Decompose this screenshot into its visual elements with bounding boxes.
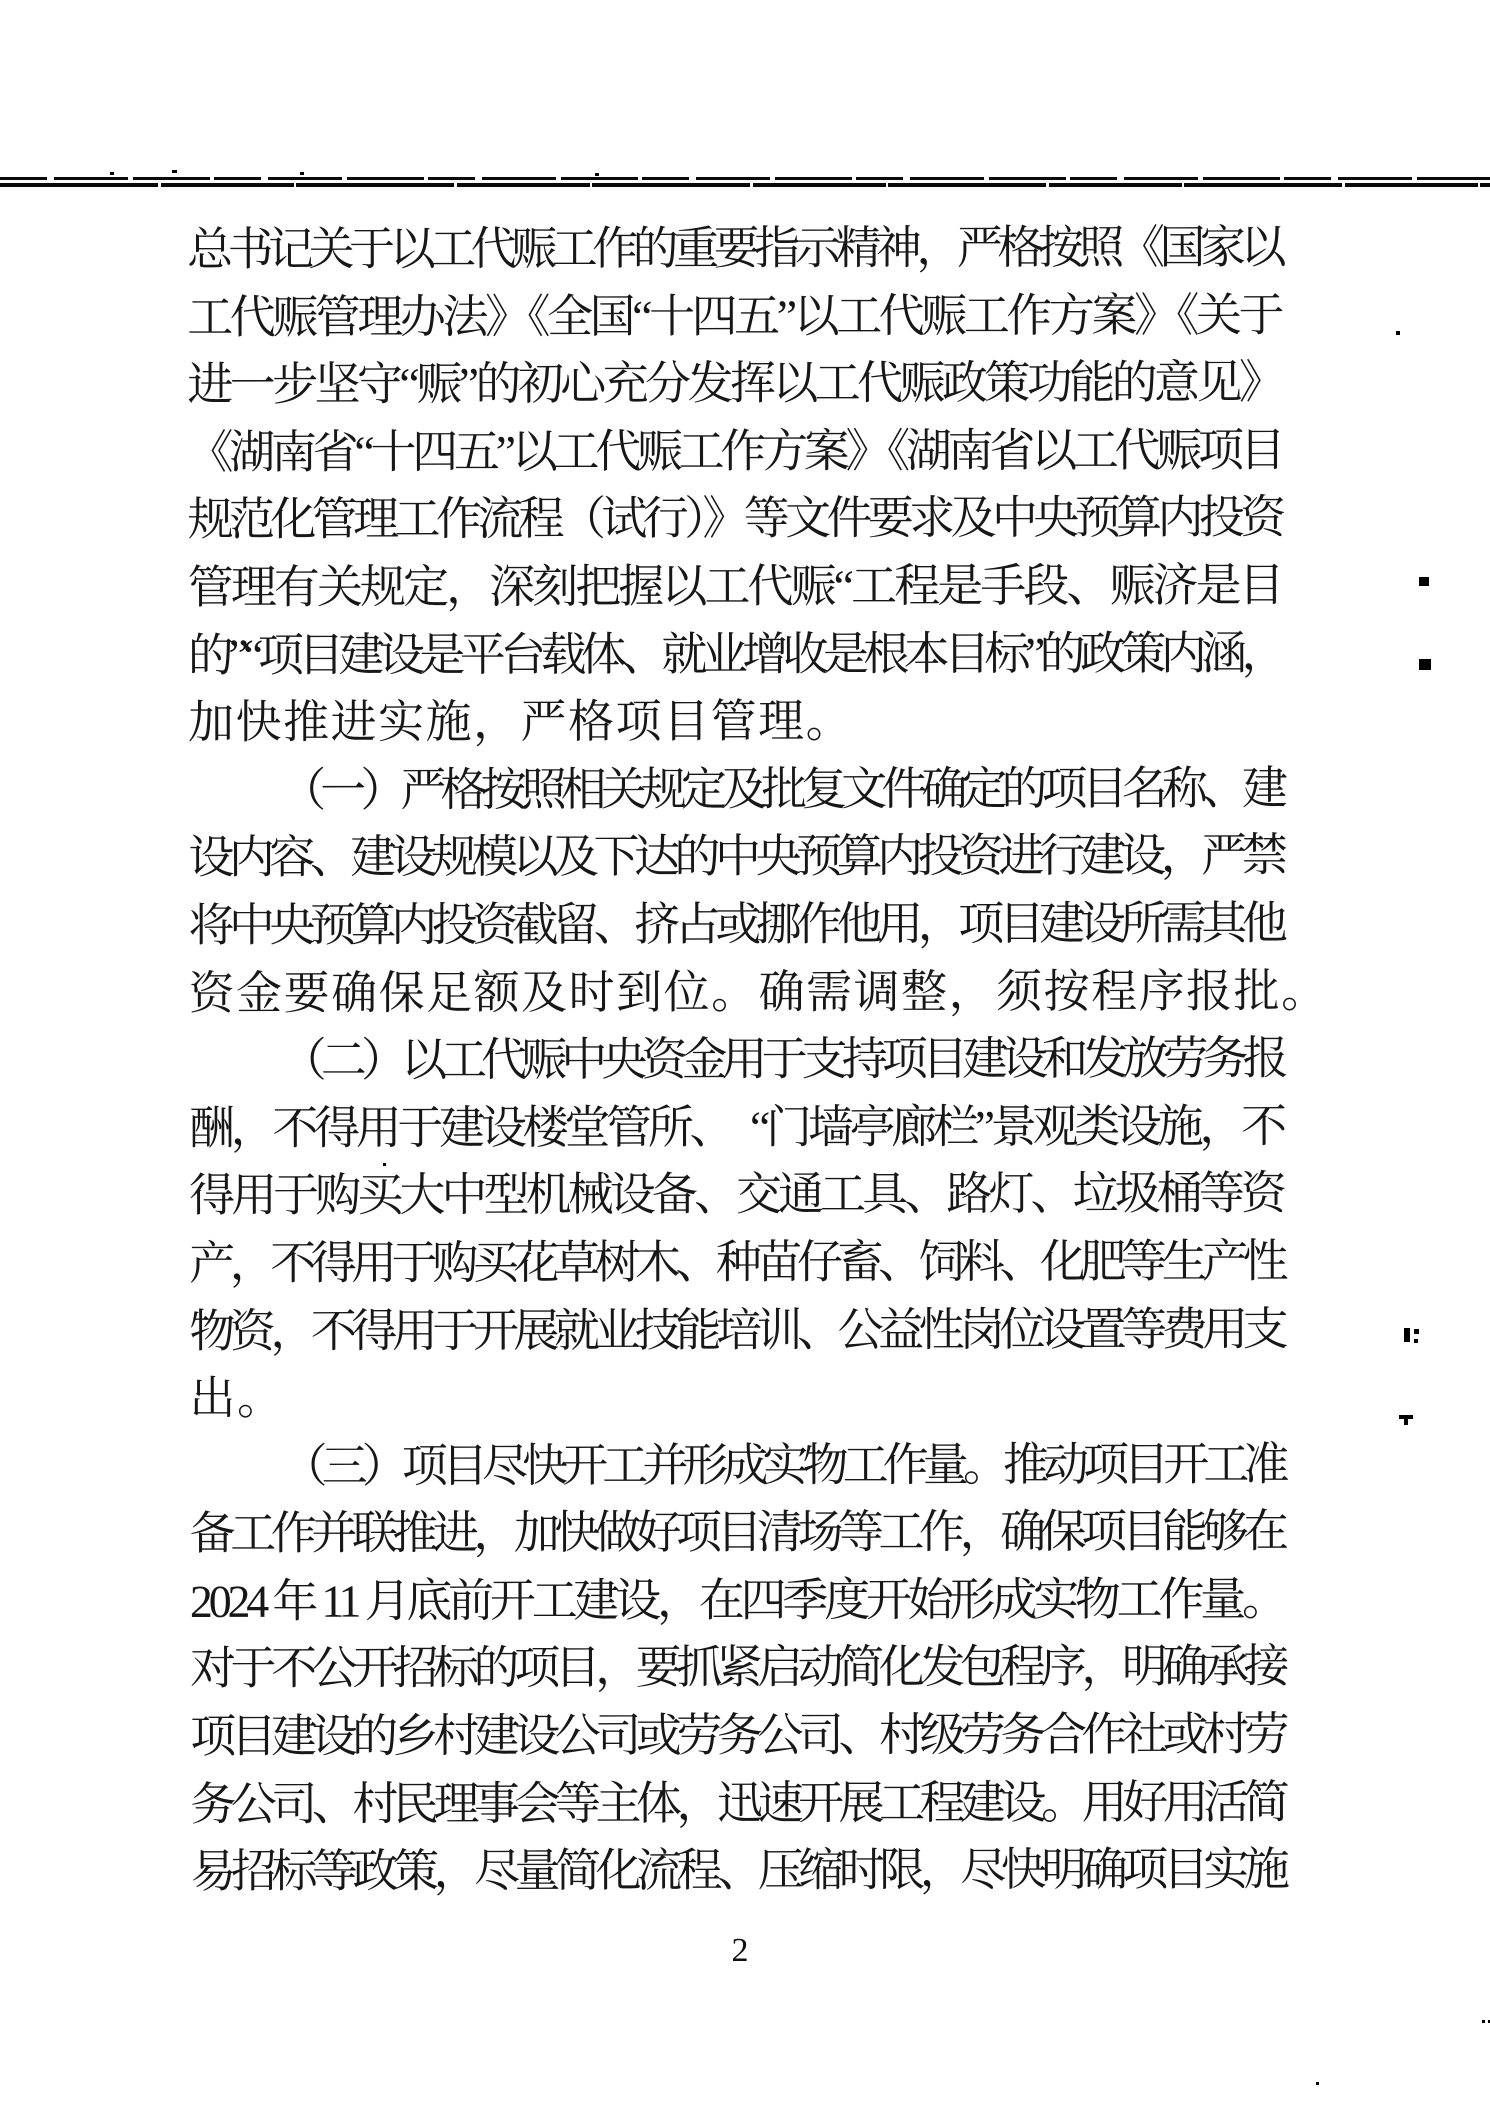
text-line: （一）严格按照相关规定及批复文件确定的项目名称、建 xyxy=(280,762,1283,816)
text-line: 2024 年 11 月底前开工建设，在四季度开始形成实物工作量。 xyxy=(189,1573,1284,1627)
text-line: 资金要确保足额及时到位。确需调整，须按程序报批。 xyxy=(188,965,1329,1019)
scan-speck xyxy=(172,170,177,173)
scan-speck xyxy=(1419,659,1431,670)
text-line: 的”“项目建设是平台载体、就业增收是根本目标”的政策内涵， xyxy=(187,627,1282,681)
scan-speck xyxy=(110,172,114,175)
text-line: （二）以工代赈中央资金用于支持项目建设和发放劳务报 xyxy=(280,1032,1283,1086)
text-line: 物资，不得用于开展就业技能培训、公益性岗位设置等费用支 xyxy=(189,1303,1284,1357)
scan-speck xyxy=(1414,1339,1418,1343)
text-line: 将中央预算内投资截留、挤占或挪作他用，项目建设所需其他 xyxy=(188,897,1283,951)
scan-speck xyxy=(300,172,304,175)
text-line: 进一步坚守“赈”的初心充分发挥以工代赈政策功能的意见》 xyxy=(187,356,1282,411)
scan-speck xyxy=(1404,1419,1408,1425)
text-line: 易招标等政策，尽量简化流程、压缩时限，尽快明确项目实施 xyxy=(190,1843,1285,1898)
text-line: 备工作并联推进，加快做好项目清场等工作，确保项目能够在 xyxy=(189,1505,1284,1560)
scan-speck xyxy=(1482,2020,1485,2023)
text-line: 项目建设的乡村建设公司或劳务公司、村级劳务合作社或村劳 xyxy=(190,1708,1285,1763)
scan-speck xyxy=(1419,577,1429,586)
body-text xyxy=(187,214,1329,1906)
scan-speck xyxy=(1414,1329,1419,1334)
text-line: 得用于购买大中型机械设备、交通工具、路灯、垃圾桶等资 xyxy=(188,1168,1284,1222)
text-line: 加快推进实施，严格项目管理。 xyxy=(188,695,854,749)
text-line: 对于不公开招标的项目，要抓紧启动简化发包程序，明确承接 xyxy=(189,1641,1285,1695)
scan-speck xyxy=(595,173,599,176)
text-line: （三）项目尽快开工并形成实物工作量。推动项目开工准 xyxy=(281,1438,1284,1492)
text-line: 管理有关规定，深刻把握以工代赈“工程是手段、赈济是目 xyxy=(187,559,1282,613)
text-line: 务公司、村民理事会等主体，迅速开展工程建设。用好用活简 xyxy=(190,1776,1285,1830)
scan-speck xyxy=(1396,331,1400,335)
header-rule-dashed xyxy=(0,177,1490,180)
scan-speck xyxy=(1316,2082,1319,2085)
scan-speck xyxy=(1404,1328,1410,1342)
text-line: 总书记关于以工代赈工作的重要指示精神，严格按照《国家以 xyxy=(187,221,1282,275)
page-number: 2 xyxy=(731,1932,749,1969)
text-line: 工代赈管理办法》《全国“十四五”以工代赈工作方案》《关于 xyxy=(187,289,1282,343)
text-line: 设内容、建设规模以及下达的中央预算内投资进行建设，严禁 xyxy=(188,830,1283,884)
text-line: 规范化管理工作流程（试行）》等文件要求及中央预算内投资 xyxy=(187,492,1282,546)
text-line: 产，不得用于购买花草树木、种苗仔畜、饲料、化肥等生产性 xyxy=(189,1235,1284,1289)
text-line: 出。 xyxy=(189,1372,285,1425)
text-line: 《湖南省“十四五”以工代赈工作方案》《湖南省以工代赈项目 xyxy=(187,424,1282,478)
text-line: 酬，不得用于建设楼堂管所、 “门墙亭廊栏”景观类设施，不 xyxy=(188,1100,1283,1154)
header-rule-solid xyxy=(0,183,1490,187)
